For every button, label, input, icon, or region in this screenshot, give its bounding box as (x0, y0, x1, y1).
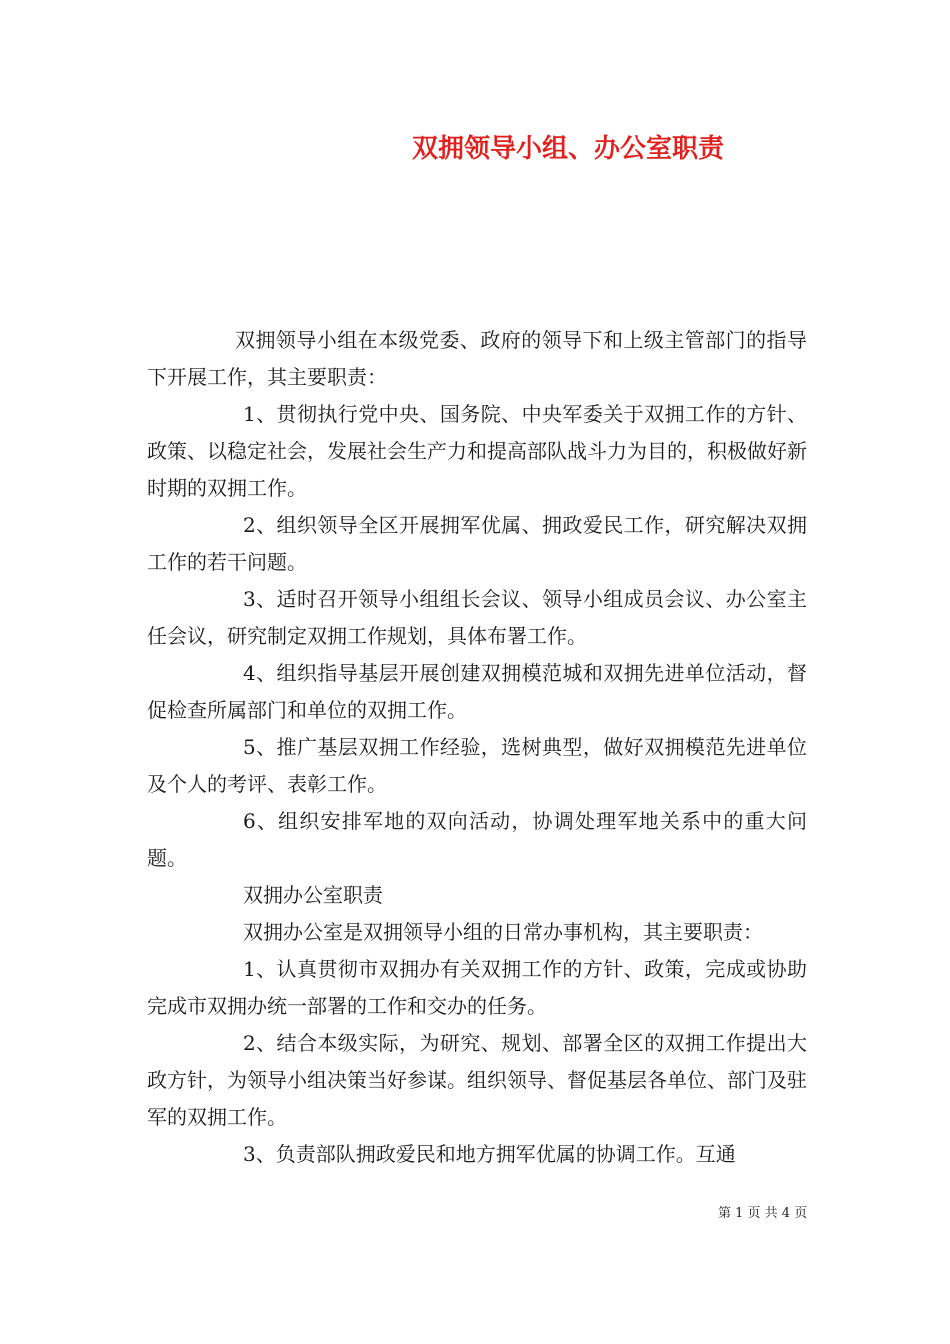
paragraph-item-3: 3、适时召开领导小组组长会议、领导小组成员会议、办公室主任会议，研究制定双拥工作规划，具体布署工作。 (147, 587, 807, 648)
page-number: 第 1 页 共 4 页 (718, 1206, 808, 1221)
paragraph-office-intro: 双拥办公室是双拥领导小组的日常办事机构，其主要职责： (243, 920, 763, 944)
paragraph-office-item-2: 2、结合本级实际，为研究、规划、部署全区的双拥工作提出大政方针，为领导小组决策当好参谋。组织领导、督促基层各单位、部门及驻军的双拥工作。 (147, 1031, 807, 1129)
section-heading: 双拥办公室职责 (243, 883, 383, 907)
paragraph-office-item-1: 1、认真贯彻市双拥办有关双拥工作的方针、政策，完成或协助完成市双拥办统一部署的工作和交办的任务。 (147, 957, 807, 1018)
document-body (147, 322, 807, 1173)
document-title: 双拥领导小组、办公室职责 (412, 134, 725, 164)
paragraph-intro: 双拥领导小组在本级党委、政府的领导下和上级主管部门的指导下开展工作，其主要职责： (147, 328, 807, 389)
paragraph-item-1: 1、贯彻执行党中央、国务院、中央军委关于双拥工作的方针、政策、以稳定社会，发展社会生产力和提高部队战斗力为目的，积极做好新时期的双拥工作。 (147, 402, 807, 500)
paragraph-item-6: 6、组织安排军地的双向活动，协调处理军地关系中的重大问题。 (147, 809, 807, 870)
paragraph-item-5: 5、推广基层双拥工作经验，选树典型，做好双拥模范先进单位及个人的考评、表彰工作。 (147, 735, 807, 796)
paragraph-office-item-3: 3、负责部队拥政爱民和地方拥军优属的协调工作。互通 (243, 1142, 736, 1166)
paragraph-item-2: 2、组织领导全区开展拥军优属、拥政爱民工作，研究解决双拥工作的若干问题。 (147, 513, 807, 574)
paragraph-item-4: 4、组织指导基层开展创建双拥模范城和双拥先进单位活动，督促检查所属部门和单位的双拥工作。 (147, 661, 807, 722)
